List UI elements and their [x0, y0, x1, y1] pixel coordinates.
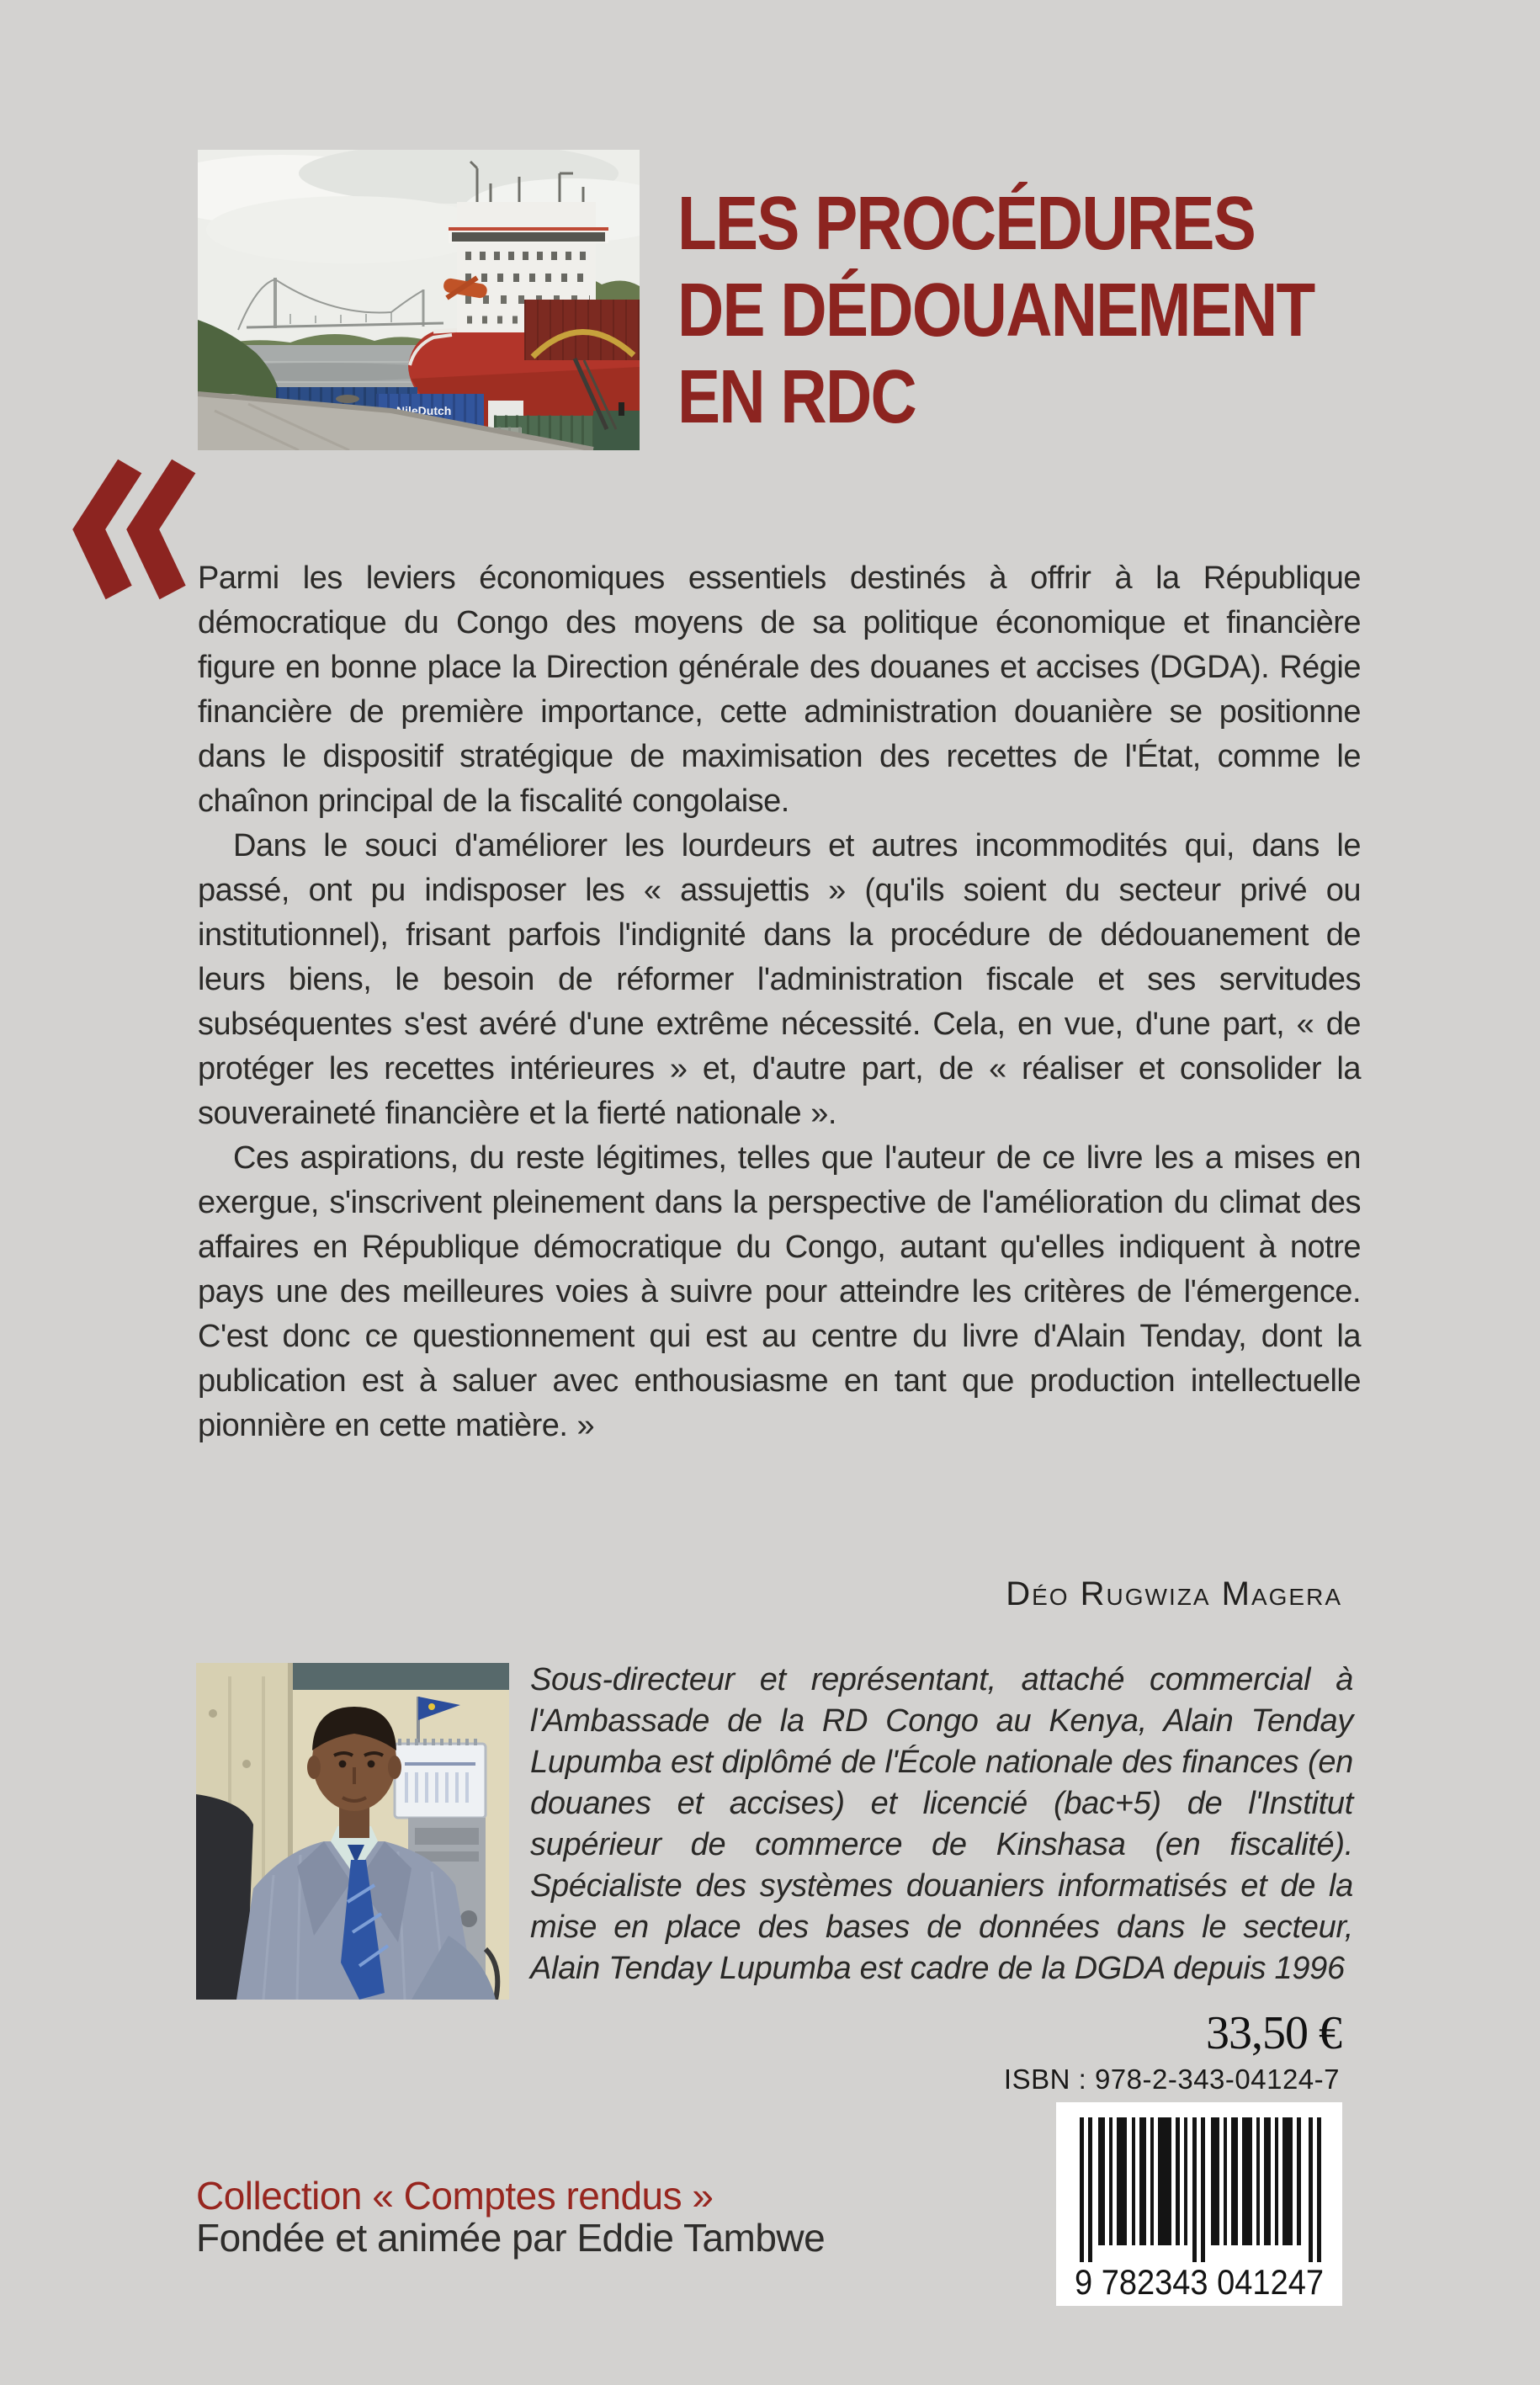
quote-paragraph-2: Dans le souci d'améliorer les lourdeurs et autres incommodités qui, dans le passé, ont pu indisposer les « assujettis » (qu'ils soient du secteur privé ou institutionnel), frisant parfois l'indignité dans la procédure de dédouanement de leurs biens, le besoin de réformer l'administration fiscale et ses servitudes subséquentes s'est avéré d'une extrême nécessité. Cela, en vue, d'une part, « de protéger les recettes intérieures » et, d'autre part, de « réaliser et consolider la souveraineté financière et la fierté nationale ». [198, 828, 1361, 1131]
book-title [677, 181, 1314, 441]
port-ship-photo [198, 150, 640, 450]
ship-photo-illustration [198, 150, 640, 450]
price: 33,50 € [1206, 2007, 1341, 2059]
collection-founder: Fondée et animée par Eddie Tambwe [196, 2216, 826, 2260]
collection-name: Collection « Comptes rendus » [196, 2174, 714, 2218]
author-portrait-photo [196, 1663, 509, 2000]
title-line-1: LES PROCÉDURES [677, 182, 1256, 266]
quote-paragraph-1: Parmi les leviers économiques essentiels destinés à offrir à la République démocratique du Congo des moyens de sa politique économique et financière figure en bonne place la Direction générale des douanes et accises (DGDA). Régie financière de première importance, cette administration douanière se positionne dans le dispositif stratégique de maximisation des recettes de l'État, comme le chaînon principal de la fiscalité congolaise. [198, 560, 1361, 819]
barcode-digits: 9 782343 041247 [1075, 2262, 1324, 2302]
container-brand-label: NileDutch [396, 404, 452, 417]
barcode [1056, 2102, 1342, 2306]
ean-barcode-illustration [1056, 2102, 1342, 2306]
quote-paragraph-3: Ces aspirations, du reste légitimes, telles que l'auteur de ce livre les a mises en exergue, s'inscrivent pleinement dans la perspective de l'amélioration du climat des affaires en République démocratique du Congo, autant qu'elles indiquent à notre pays une des meilleures voies à suivre pour atteindre les critères de l'émergence. C'est donc ce questionnement qui est au centre du livre d'Alain Tenday, dont la publication est à saluer avec enthousiasme en tant que production intellectuelle pionnière en cette matière. » [198, 1140, 1361, 1443]
opening-guillemet-icon [71, 449, 197, 609]
review-quote [198, 556, 1361, 1448]
author-portrait-illustration [196, 1663, 509, 2000]
reviewer-name: Déo Rugwiza Magera [1006, 1575, 1342, 1612]
title-line-2: DE DÉDOUANEMENT [677, 268, 1314, 353]
author-bio: Sous-directeur et représentant, attaché commercial à l'Ambassade de la RD Congo au Kenya, Alain Tenday Lupumba est diplômé de l'École nationale des finances (en douanes et accises) et licencié (bac+5) de l'Institut supérieur de commerce de Kinshasa (en fiscalité). Spécialiste des systèmes douaniers informatisés et de la mise en place des bases de données dans le secteur, Alain Tenday Lupumba est cadre de la DGDA depuis 1996 [530, 1662, 1353, 1986]
isbn: ISBN : 978-2-343-04124-7 [1003, 2064, 1340, 2095]
title-line-3: EN RDC [677, 355, 916, 439]
